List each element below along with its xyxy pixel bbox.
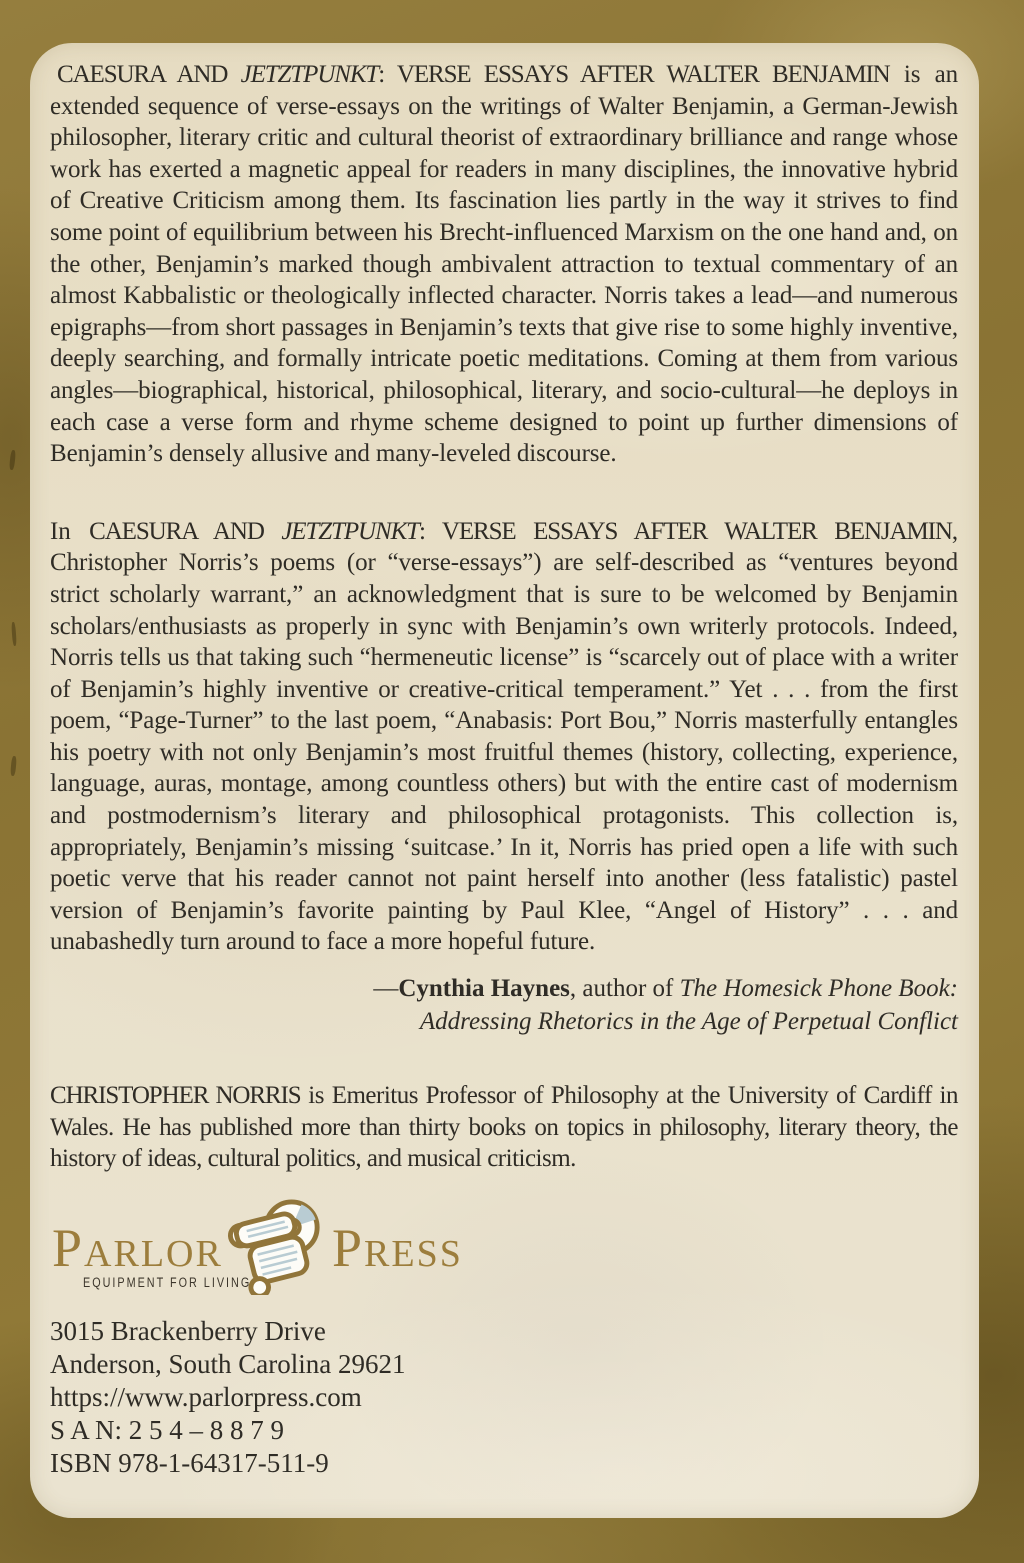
author-bio-paragraph: CHRISTOPHER NORRIS is Emeritus Professor of Philosophy at the University of Cardiff in Wales. He has published more than thirty books on topics in philosophy, literary theory, the history of ideas, cultural politics, and musical criticism. [50, 1082, 958, 1173]
scan-speck [11, 622, 17, 646]
blurb-academic-paragraph: CAESURA AND JETZTPUNKT: VERSE ESSAYS AFTER WALTER BENJAMIN is an extended sequence of verse-essays on the writings of Walter Benjamin, a German-Jewish philosopher, literary critic and cultural theorist of extraordinary brilliance and range whose work has exerted a magnetic appeal for readers in many disciplines, the innovative hybrid of Creative Criticism among them. Its fascination lies partly in the way it strives to find some point of equilibrium between his Brecht-influenced Marxism on the one hand and, on the other, Benjamin’s marked though ambivalent attraction to textual commentary of an almost Kabbalistic or theologically inflected character. Norris takes a lead—and numerous epigraphs—from short passages in Benjamin’s texts that give rise to some highly inventive, deeply searching, and formally intricate poetic meditations. Coming at them from various angles—biographical, historical, philosophical, literary, and socio-cultural—he deploys in each case a verse form and rhyme scheme designed to point up further dimensions of Benjamin’s densely allusive and many-leveled discourse. [50, 61, 958, 468]
imprint-address-line-1: 3015 Brackenberry Drive [50, 1315, 326, 1346]
review-attribution [50, 972, 958, 1038]
isbn-number: ISBN 978-1-64317-511-9 [50, 1447, 329, 1478]
scan-speck [9, 450, 16, 470]
cover-content [30, 43, 979, 1480]
scan-speck [10, 756, 17, 776]
attribution-line-2: Addressing Rhetorics in the Age of Perpetual Conflict [419, 1008, 958, 1036]
cover-text-panel [30, 43, 979, 1518]
attribution-line-1: —Cynthia Haynes, author of The Homesick Phone Book: [373, 975, 958, 1003]
publisher-name-parlor: Parlor [52, 1217, 223, 1278]
imprint-address-line-2: Anderson, South Carolina 29621 [50, 1348, 406, 1379]
imprint-block [50, 1315, 958, 1480]
publisher-website-url: https://www.parlorpress.com [50, 1381, 362, 1412]
publisher-name-press: Press [332, 1217, 463, 1278]
blurb-review-paragraph: In CAESURA AND JETZTPUNKT: VERSE ESSAYS AFTER WALTER BENJAMIN, Christopher Norris’s poems (or “verse-essays”) are self-described as “ventures beyond strict scholarly warrant,” an acknowledgment that is sure to be welcomed by Benjamin scholars/enthusiasts as properly in sync with Benjamin’s own writerly protocols. Indeed, Norris tells us that taking such “hermeneutic license” is “scarcely out of place with a writer of Benjamin’s highly inventive or creative-critical temperament.” Yet . . . from the first poem, “Page-Turner” to the last poem, “Anabasis: Port Bou,” Norris masterfully entangles his poetry with not only Benjamin’s most fruitful themes (history, collecting, experience, language, auras, montage, among countless others) but with the entire cast of modernism and postmodernism’s literary and philosophical protagonists. This collection is, appropriately, Benjamin’s missing ‘suitcase.’ In it, Norris has pried open a life with such poetic verve that his reader cannot not paint herself into another (less fatalistic) pastel version of Benjamin’s favorite painting by Paul Klee, “Angel of History” . . . and unabashedly turn around to face a more hopeful future. [50, 517, 958, 956]
publisher-logo [50, 1199, 958, 1301]
san-number: S A N: 2 5 4 – 8 8 7 9 [50, 1414, 285, 1445]
publisher-tagline: EQUIPMENT FOR LIVING [83, 1274, 252, 1290]
